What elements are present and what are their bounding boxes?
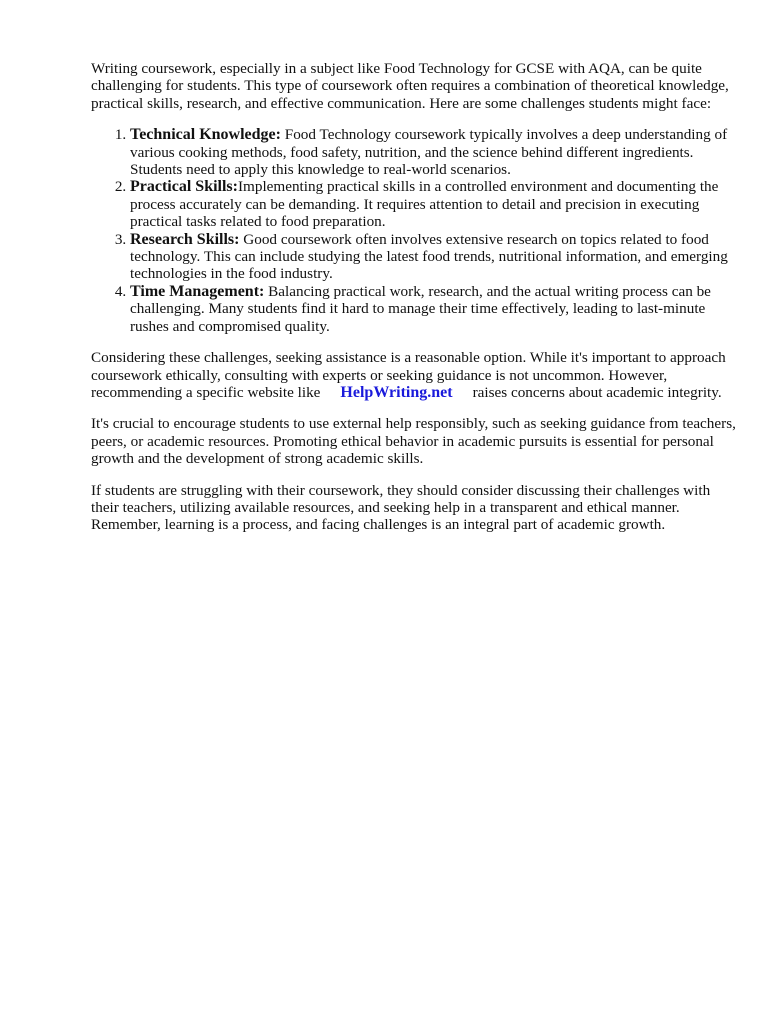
list-item-term: Technical Knowledge:	[130, 126, 281, 144]
list-item-research-skills	[130, 231, 739, 283]
list-item-term: Time Management:	[130, 282, 265, 300]
list-item-practical-skills	[130, 178, 739, 230]
document-page	[91, 60, 739, 534]
list-item-time-management	[130, 283, 739, 335]
list-item-technical-knowledge	[130, 126, 739, 178]
list-item-text: Balancing practical work, research, and the actual writing process can be challenging. Many students find it hard to manage their time effectively, leading to last-minute rushes and compromised quality.	[130, 282, 711, 335]
list-item-text: Good coursework often involves extensive research on topics related to food technology. This can include studying the latest food trends, nutritional information, and emerging technologies in the food industry.	[130, 230, 728, 283]
list-item-text: Food Technology coursework typically involves a deep understanding of various cooking methods, food safety, nutrition, and the science behind different ingredients. Students need to apply this knowledge to real-world scenarios.	[130, 126, 728, 179]
list-item-text: Implementing practical skills in a controlled environment and documenting the process accurately can be demanding. It requires attention to detail and precision in executing practical tasks related to food preparation.	[130, 178, 719, 231]
crucial-paragraph: It's crucial to encourage students to use external help responsibly, such as seeking guidance from teachers, peers, or academic resources. Promoting ethical behavior in academic pursuits is essential for personal growth and the development of strong academic skills.	[91, 415, 736, 468]
considering-text-after: raises concerns about academic integrity.	[472, 383, 722, 401]
list-item-term: Research Skills:	[130, 230, 240, 248]
challenges-list	[91, 126, 739, 335]
closing-paragraph: If students are struggling with their coursework, they should consider discussing their challenges with their teachers, utilizing available resources, and seeking help in a transparent and ethical manner. Remember, learning is a process, and facing challenges is an integral part of academic growth.	[91, 481, 711, 534]
intro-paragraph: Writing coursework, especially in a subject like Food Technology for GCSE with AQA, can be quite challenging for students. This type of coursework often requires a combination of theoretical knowledge, practical skills, research, and effective communication. Here are some challenges students might face:	[91, 60, 729, 112]
considering-paragraph	[91, 349, 739, 401]
helpwriting-link[interactable]: HelpWriting.net	[340, 383, 453, 401]
considering-text-before: Considering these challenges, seeking assistance is a reasonable option. While it's important to approach coursework ethically, consulting with experts or seeking guidance is not uncommon. However, recommending a specific website like	[91, 349, 726, 401]
list-item-term: Practical Skills:	[130, 178, 238, 196]
